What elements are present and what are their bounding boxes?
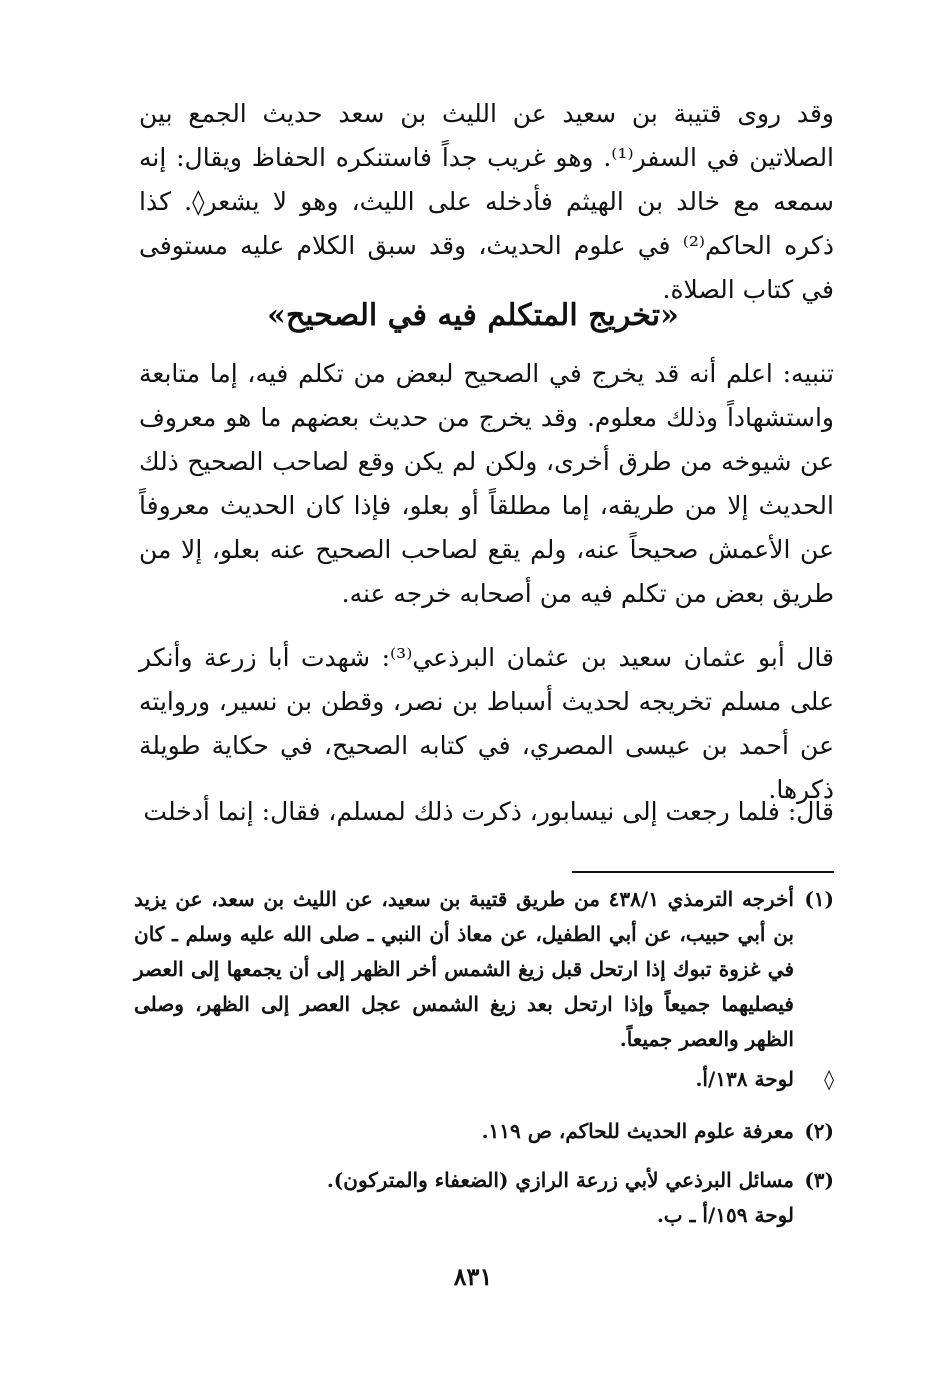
- paragraph-1: وقد روى قتيبة بن سعيد عن الليث بن سعد حديث الجمع بين الصلاتين في السفر⁽¹⁾. وهو غريب جداً فاستنكره الحفاظ ويقال: إنه سمعه مع خالد بن الهيثم فأدخله على الليث، وهو لا يشعر◊. كذا ذكره الحاكم⁽²⁾ في علوم الحديث، وقد سبق الكلام عليه مستوفى في كتاب الصلاة.: [139, 99, 835, 304]
- footnote-1-number: (١): [804, 887, 834, 911]
- paragraph-3: قال أبو عثمان سعيد بن عثمان البرذعي⁽³⁾: شهدت أبا زرعة وأنكر على مسلم تخريجه لحديث أسباط بن نصر، وقطن بن نسير، وروايته عن أحمد بن عيسى المصري، في كتابه الصحيح، في حكاية طويلة ذكرها.: [139, 643, 834, 804]
- footnote-3-continuation: [134, 1198, 834, 1233]
- footnote-3: [134, 1163, 834, 1198]
- footnote-separator: [572, 871, 834, 873]
- page-number: ٨٣١: [453, 1262, 493, 1291]
- footnote-3-plate-text: لوحة ١٥٩/أ ـ ب.: [656, 1203, 794, 1227]
- footnote-2-text: معرفة علوم الحديث للحاكم، ص ١١٩.: [481, 1119, 794, 1143]
- footnote-1-text: أخرجه الترمذي ٤٣٨/١ من طريق قتيبة بن سعيد، عن الليث بن سعد، عن يزيد بن أبي حبيب، عن أبي الطفيل، عن معاذ أن النبي ـ صلى الله عليه وسلم ـ كان في غزوة تبوك إذا ارتحل قبل زيغ الشمس أخر الظهر إلى أن يجمعها إلى العصر فيصليهما جميعاً وإذا ارتحل بعد زيغ الشمس عجل العصر إلى الظهر، وصلى الظهر والعصر جميعاً.: [134, 887, 794, 1051]
- footnote-2: [134, 1114, 834, 1149]
- paragraph-2: تنبيه: اعلم أنه قد يخرج في الصحيح لبعض من تكلم فيه، إما متابعة واستشهاداً وذلك معلوم. وقد يخرج من حديث بعضهم ما هو معروف عن شيوخه من طرق أخرى، ولكن لم يكن وقع لصاحب الصحيح ذلك الحديث إلا من طريقه، إما مطلقاً أو بعلو، فإذا كان الحديث معروفاً عن الأعمش صحيحاً عنه، ولم يقع لصاحب الصحيح عنه بعلو، إلا من طريق بعض من تكلم فيه من أصحابه خرجه عنه.: [139, 359, 834, 608]
- footnote-2-number: (٢): [804, 1119, 834, 1143]
- footnote-3-text: مسائل البرذعي لأبي زرعة الرازي (الضعفاء والمتركون).: [326, 1168, 794, 1192]
- footnote-3-number: (٣): [804, 1168, 834, 1192]
- diamond-marker-icon: ◊: [824, 1067, 834, 1091]
- section-heading: «تخريج المتكلم فيه في الصحيح»: [267, 298, 679, 333]
- footnote-1: [134, 882, 834, 1057]
- paragraph-4: قال: فلما رجعت إلى نيسابور، ذكرت ذلك لمسلم، فقال: إنما أدخلت: [143, 797, 834, 826]
- footnote-1-marker-text: لوحة ١٣٨/أ.: [695, 1067, 794, 1091]
- footnote-1-marker-line: [134, 1062, 834, 1097]
